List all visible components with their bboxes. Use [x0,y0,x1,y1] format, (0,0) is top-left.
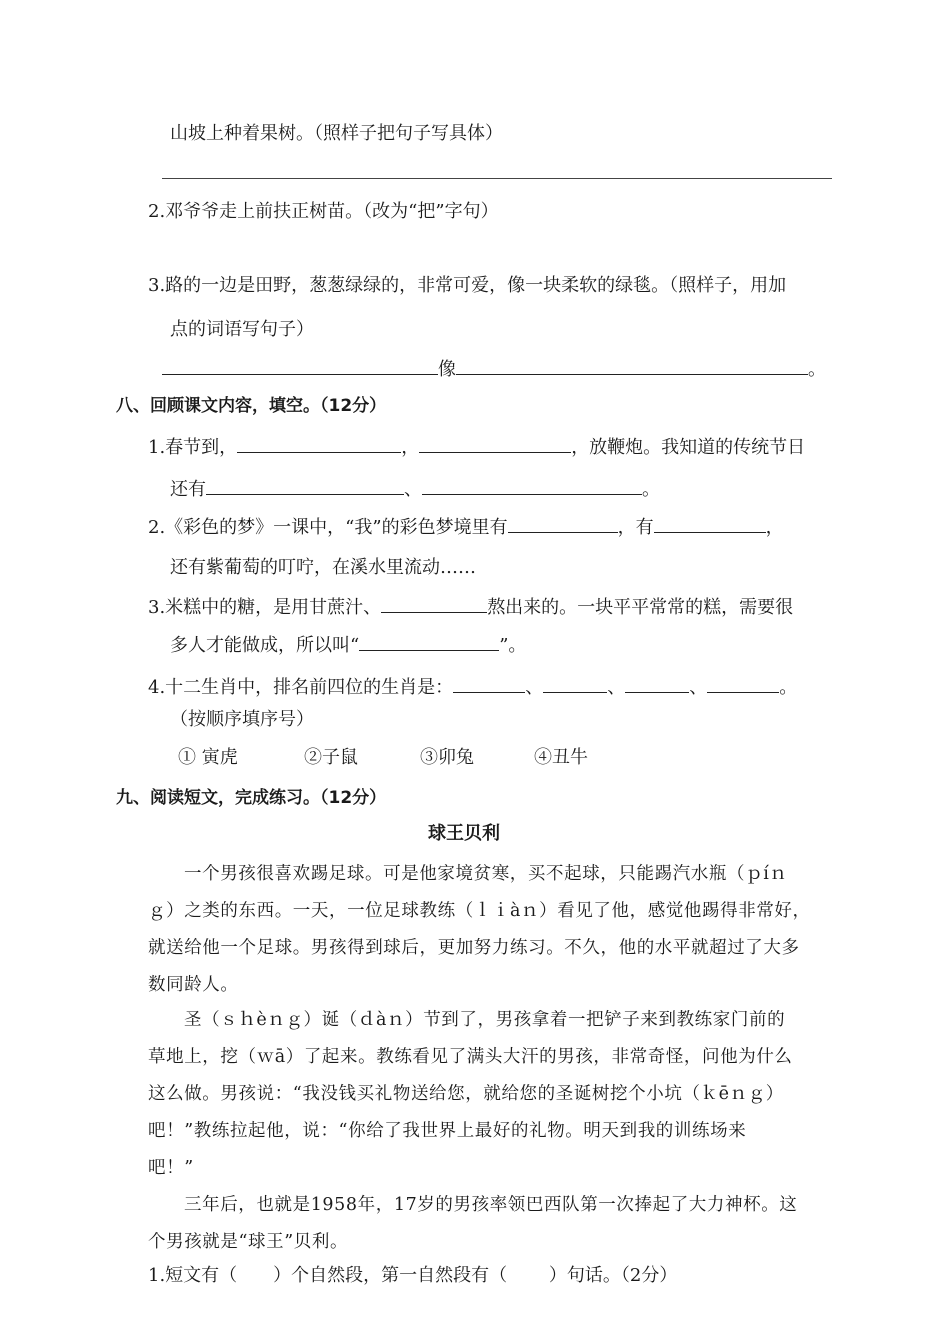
q8-3-line2 [170,632,526,658]
q8-2-line1 [148,514,784,540]
q8-3-text-d: ”。 [499,635,527,656]
option-3: ③卯兔 [420,747,474,768]
q8-4-dun: 、 [689,677,708,698]
q8-1-dun: 、 [404,479,422,500]
q7-3-end: 。 [808,359,826,380]
blank[interactable] [654,514,766,533]
passage-line: 吧！”教练拉起他，说：“你给了我世界上最好的礼物。明天到我的训练场来 [148,1121,747,1141]
blank[interactable] [508,514,618,533]
q8-3-text-c: 多人才能做成，所以叫“ [170,635,360,656]
q8-1-end: 。 [642,479,660,500]
answer-line-q7-1[interactable] [162,178,832,179]
passage-line: 三年后，也就是1958年，17岁的男孩率领巴西队第一次捧起了大力神杯。这 [184,1195,798,1215]
section9-heading: 九、阅读短文，完成练习。（12分） [116,788,387,808]
q8-2-line2: 还有紫葡萄的叮咛，在溪水里流动…… [170,557,476,578]
blank[interactable] [381,594,487,613]
q8-3-text-b: 熬出来的。一块平平常常的糕，需要很 [487,597,794,618]
q8-4-text-a: 4.十二生肖中，排名前四位的生肖是： [148,677,454,698]
passage-line: 吧！” [148,1158,194,1178]
passage-line: 圣（ｓｈèｎｇ）诞（ｄàｎ）节到了，男孩拿着一把铲子来到教练家门前的 [184,1010,786,1030]
q8-3-line1 [148,594,793,620]
blank[interactable] [453,674,525,693]
blank[interactable] [162,356,438,375]
q8-1-text-c: 还有 [170,479,206,500]
blank[interactable] [707,674,779,693]
blank[interactable] [625,674,689,693]
q8-4-end: 。 [779,677,798,698]
section8-heading: 八、回顾课文内容，填空。（12分） [116,396,387,416]
q8-2-text-a: 2.《彩色的梦》一课中，“我”的彩色梦境里有 [148,517,508,538]
blank[interactable] [359,632,499,651]
blank[interactable] [543,674,607,693]
passage-title: 球王贝利 [428,823,500,844]
passage-line: ｇ）之类的东西。一天，一位足球教练（ｌｉàｎ）看见了他，感觉他踢得非常好， [148,901,811,921]
q8-1-line1 [148,434,805,460]
q8-4-dun: 、 [607,677,626,698]
q9-1: 1.短文有（ ）个自然段，第一自然段有（ ）句话。（2分） [148,1265,678,1286]
passage-line: 数同龄人。 [148,975,239,995]
q7-1-tail: 山坡上种着果树。（照样子把句子写具体） [170,123,503,144]
blank[interactable] [206,476,404,495]
blank[interactable] [419,434,571,453]
q8-4-note: （按顺序填序号） [170,709,314,730]
q8-1-line2 [170,476,660,502]
q8-4-dun: 、 [525,677,544,698]
passage-line: 就送给他一个足球。男孩得到球后，更加努力练习。不久，他的水平就超过了大多 [148,938,800,958]
q8-3-text-a: 3.米糕中的糖，是用甘蔗汁、 [148,597,382,618]
q7-3-line1: 3.路的一边是田野，葱葱绿绿的，非常可爱，像一块柔软的绿毯。（照样子，用加 [148,275,787,296]
option-1: ① 寅虎 [178,747,238,768]
blank[interactable] [456,356,808,375]
passage-line: 个男孩就是“球王”贝利。 [148,1232,349,1252]
option-4: ④丑牛 [534,747,588,768]
q8-1-text-b: ，放鞭炮。我知道的传统节日 [571,437,806,458]
passage-line: 这么做。男孩说：“我没钱买礼物送给您，就给您的圣诞树挖个小坑（ｋēｎｇ） [148,1084,784,1104]
q7-3-mid: 像 [438,359,456,380]
q8-1-text-a: 1.春节到， [148,437,238,458]
q8-2-text-c: ， [765,517,784,538]
q7-2: 2.邓爷爷走上前扶正树苗。（改为“把”字句） [148,201,499,222]
passage-line: 草地上，挖（ｗā）了起来。教练看见了满头大汗的男孩，非常奇怪，问他为什么 [148,1047,793,1067]
passage-line: 一个男孩很喜欢踢足球。可是他家境贫寒，买不起球，只能踢汽水瓶（ｐíｎ [184,864,788,884]
q8-1-comma: ， [401,437,420,458]
blank[interactable] [237,434,401,453]
q7-3-fill-row [162,356,826,382]
blank[interactable] [422,476,642,495]
q8-4-line1 [148,674,797,700]
option-2: ②子鼠 [304,747,358,768]
q7-3-line2: 点的词语写句子） [170,319,314,340]
q8-2-text-b: ，有 [617,517,654,538]
